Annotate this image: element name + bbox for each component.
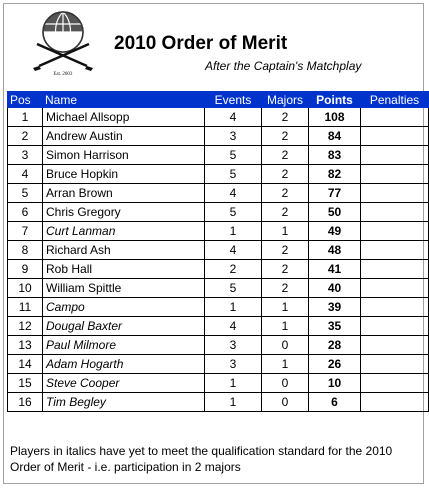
cell-events: 5 bbox=[205, 165, 262, 184]
column-header-pos: Pos bbox=[8, 92, 43, 108]
cell-points: 48 bbox=[309, 241, 361, 260]
table-row bbox=[8, 355, 429, 374]
page-subtitle: After the Captain's Matchplay bbox=[205, 59, 362, 73]
cell-points: 49 bbox=[309, 222, 361, 241]
cell-name: Tim Begley bbox=[43, 393, 205, 412]
cell-penalties bbox=[361, 393, 429, 412]
cell-name: Simon Harrison bbox=[43, 146, 205, 165]
cell-majors: 0 bbox=[262, 336, 309, 355]
cell-penalties bbox=[361, 260, 429, 279]
cell-penalties bbox=[361, 203, 429, 222]
cell-points: 77 bbox=[309, 184, 361, 203]
logo-badge-text: Est. 2003 bbox=[53, 72, 73, 77]
cell-pos: 5 bbox=[8, 184, 43, 203]
cell-penalties bbox=[361, 317, 429, 336]
cell-points: 35 bbox=[309, 317, 361, 336]
table-body bbox=[8, 108, 429, 412]
cell-majors: 1 bbox=[262, 317, 309, 336]
cell-majors: 2 bbox=[262, 203, 309, 222]
cell-events: 3 bbox=[205, 355, 262, 374]
cell-majors: 2 bbox=[262, 127, 309, 146]
cell-penalties bbox=[361, 336, 429, 355]
cell-name: Dougal Baxter bbox=[43, 317, 205, 336]
table-row bbox=[8, 260, 429, 279]
cell-name: Rob Hall bbox=[43, 260, 205, 279]
cell-majors: 2 bbox=[262, 165, 309, 184]
page-title: 2010 Order of Merit bbox=[114, 33, 288, 54]
column-header-penalties: Penalties bbox=[361, 92, 429, 108]
cell-name: Arran Brown bbox=[43, 184, 205, 203]
cell-majors: 0 bbox=[262, 393, 309, 412]
table-row bbox=[8, 146, 429, 165]
cell-penalties bbox=[361, 241, 429, 260]
cell-events: 4 bbox=[205, 241, 262, 260]
cell-name: Curt Lanman bbox=[43, 222, 205, 241]
cell-events: 1 bbox=[205, 222, 262, 241]
cell-penalties bbox=[361, 127, 429, 146]
cell-events: 1 bbox=[205, 374, 262, 393]
cell-penalties bbox=[361, 146, 429, 165]
qualification-note: Players in italics have yet to meet the qualification standard for the 2010 Order of Merit - i.e. participation in 2 majors bbox=[10, 444, 393, 474]
table-row bbox=[8, 336, 429, 355]
cell-pos: 10 bbox=[8, 279, 43, 298]
cell-pos: 2 bbox=[8, 127, 43, 146]
cell-penalties bbox=[361, 298, 429, 317]
cell-pos: 11 bbox=[8, 298, 43, 317]
table-row bbox=[8, 165, 429, 184]
cell-name: Chris Gregory bbox=[43, 203, 205, 222]
cell-name: Adam Hogarth bbox=[43, 355, 205, 374]
cell-events: 4 bbox=[205, 108, 262, 127]
cell-pos: 13 bbox=[8, 336, 43, 355]
cell-events: 2 bbox=[205, 260, 262, 279]
table-row bbox=[8, 241, 429, 260]
table-row bbox=[8, 298, 429, 317]
cell-penalties bbox=[361, 279, 429, 298]
table-row bbox=[8, 393, 429, 412]
cell-pos: 9 bbox=[8, 260, 43, 279]
order-of-merit-table bbox=[7, 91, 429, 412]
cell-majors: 2 bbox=[262, 184, 309, 203]
cell-penalties bbox=[361, 184, 429, 203]
cell-majors: 2 bbox=[262, 241, 309, 260]
cell-events: 3 bbox=[205, 336, 262, 355]
cell-name: Paul Milmore bbox=[43, 336, 205, 355]
column-header-events: Events bbox=[205, 92, 262, 108]
cell-events: 1 bbox=[205, 298, 262, 317]
column-header-points: Points bbox=[309, 92, 361, 108]
cell-name: Michael Allsopp bbox=[43, 108, 205, 127]
cell-points: 41 bbox=[309, 260, 361, 279]
table-row bbox=[8, 374, 429, 393]
cell-majors: 2 bbox=[262, 108, 309, 127]
column-header-majors: Majors bbox=[262, 92, 309, 108]
cell-points: 40 bbox=[309, 279, 361, 298]
cell-majors: 1 bbox=[262, 355, 309, 374]
table-row bbox=[8, 108, 429, 127]
cell-pos: 16 bbox=[8, 393, 43, 412]
cell-points: 50 bbox=[309, 203, 361, 222]
cell-penalties bbox=[361, 374, 429, 393]
cell-events: 1 bbox=[205, 393, 262, 412]
cell-pos: 7 bbox=[8, 222, 43, 241]
column-header-name: Name bbox=[43, 92, 205, 108]
cell-points: 10 bbox=[309, 374, 361, 393]
table-row bbox=[8, 127, 429, 146]
cell-points: 82 bbox=[309, 165, 361, 184]
table-row bbox=[8, 184, 429, 203]
cell-name: Richard Ash bbox=[43, 241, 205, 260]
cell-events: 5 bbox=[205, 203, 262, 222]
cell-points: 84 bbox=[309, 127, 361, 146]
table-header-row bbox=[8, 92, 429, 108]
cell-events: 3 bbox=[205, 127, 262, 146]
golf-club-logo bbox=[31, 8, 95, 78]
cell-name: Steve Cooper bbox=[43, 374, 205, 393]
cell-events: 4 bbox=[205, 184, 262, 203]
cell-majors: 2 bbox=[262, 260, 309, 279]
cell-penalties bbox=[361, 222, 429, 241]
table-row bbox=[8, 203, 429, 222]
cell-majors: 1 bbox=[262, 298, 309, 317]
table-row bbox=[8, 279, 429, 298]
cell-pos: 12 bbox=[8, 317, 43, 336]
table-row bbox=[8, 317, 429, 336]
cell-name: William Spittle bbox=[43, 279, 205, 298]
cell-pos: 14 bbox=[8, 355, 43, 374]
cell-points: 26 bbox=[309, 355, 361, 374]
cell-pos: 3 bbox=[8, 146, 43, 165]
cell-penalties bbox=[361, 108, 429, 127]
cell-name: Andrew Austin bbox=[43, 127, 205, 146]
cell-pos: 6 bbox=[8, 203, 43, 222]
cell-majors: 2 bbox=[262, 146, 309, 165]
cell-name: Campo bbox=[43, 298, 205, 317]
cell-events: 4 bbox=[205, 317, 262, 336]
cell-pos: 15 bbox=[8, 374, 43, 393]
cell-points: 108 bbox=[309, 108, 361, 127]
cell-majors: 0 bbox=[262, 374, 309, 393]
cell-name: Bruce Hopkin bbox=[43, 165, 205, 184]
cell-points: 83 bbox=[309, 146, 361, 165]
cell-penalties bbox=[361, 165, 429, 184]
cell-majors: 1 bbox=[262, 222, 309, 241]
cell-events: 5 bbox=[205, 146, 262, 165]
cell-penalties bbox=[361, 355, 429, 374]
cell-points: 28 bbox=[309, 336, 361, 355]
cell-pos: 8 bbox=[8, 241, 43, 260]
cell-pos: 4 bbox=[8, 165, 43, 184]
cell-points: 39 bbox=[309, 298, 361, 317]
cell-pos: 1 bbox=[8, 108, 43, 127]
cell-majors: 2 bbox=[262, 279, 309, 298]
table-row bbox=[8, 222, 429, 241]
cell-points: 6 bbox=[309, 393, 361, 412]
cell-events: 5 bbox=[205, 279, 262, 298]
